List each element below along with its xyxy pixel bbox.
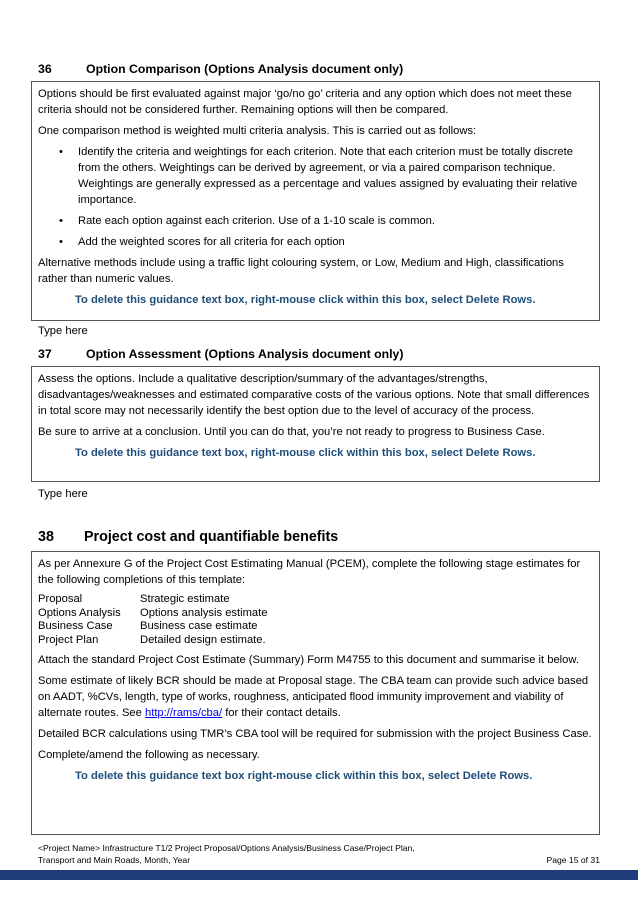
section-37-type-here[interactable]: Type here bbox=[38, 488, 88, 500]
section-38-number: 38 bbox=[38, 529, 54, 545]
page-footer bbox=[38, 842, 600, 866]
section-36-paragraph-2: One comparison method is weighted multi criteria analysis. This is carried out as follows: bbox=[38, 125, 477, 137]
list-item: Business Case Business case estimate bbox=[38, 620, 258, 632]
list-item: Options Analysis Options analysis estimate bbox=[38, 606, 268, 619]
section-38-guidance-note: To delete this guidance text box right-mouse click within this box, select Delete Rows. bbox=[75, 770, 533, 782]
section-37-number: 37 bbox=[38, 347, 52, 361]
list-item: Proposal Strategic estimate bbox=[38, 593, 230, 605]
cba-link[interactable]: http://rams/cba/ bbox=[144, 707, 223, 719]
section-37-guidance-note: To delete this guidance text box, right-mouse click within this box, select Delete Rows. bbox=[75, 447, 536, 459]
footer-bar bbox=[0, 870, 638, 880]
list-item: • Add the weighted scores for all criteria for each option bbox=[59, 236, 345, 248]
section-36-heading bbox=[38, 62, 403, 76]
list-item: • Rate each option against each criterion. Use of a 1-10 scale is common. bbox=[59, 215, 435, 227]
section-36-number: 36 bbox=[38, 62, 52, 76]
bullet-icon: • bbox=[59, 146, 63, 158]
section-36-bullet-list bbox=[38, 144, 593, 250]
section-38-heading bbox=[38, 529, 338, 545]
section-37-guidance-box[interactable] bbox=[31, 366, 600, 482]
list-item: Project Plan Detailed design estimate. bbox=[38, 633, 266, 646]
footer-line-2: Transport and Main Roads, Month, Year bbox=[38, 855, 191, 865]
list-item: • Identify the criteria and weightings for each criterion. Note that each criterion must be totally discrete from the others. Weightings can be derived by agreement, or via a paired comparison technique. Weightings are generally expressed as a percentage and values assigned by evaluating their relative importance. bbox=[59, 146, 578, 206]
section-38-paragraph-4: Detailed BCR calculations using TMR’s CBA tool will be required for submission with the project Business Case. bbox=[38, 728, 592, 740]
section-38-paragraph-5: Complete/amend the following as necessary. bbox=[38, 749, 260, 761]
section-36-type-here[interactable]: Type here bbox=[38, 325, 88, 337]
section-36-title: Option Comparison (Options Analysis document only) bbox=[86, 62, 404, 76]
section-36-guidance-note: To delete this guidance text box, right-mouse click within this box, select Delete Rows. bbox=[75, 294, 536, 306]
page-number: Page 15 of 31 bbox=[546, 855, 600, 865]
section-36-paragraph-3: Alternative methods include using a traffic light colouring system, or Low, Medium and High, classifications rather than numeric values. bbox=[38, 257, 564, 285]
section-37-paragraph-1: Assess the options. Include a qualitative description/summary of the advantages/strengths, disadvantages/weaknesses and estimated comparative costs of the various options. Note that small differences in total score may not necessarily identify the best option due to the level of accuracy of the process. bbox=[38, 373, 590, 417]
section-38-paragraph-1: As per Annexure G of the Project Cost Estimating Manual (PCEM), complete the following stage estimates for the following completions of this template: bbox=[38, 558, 581, 586]
section-37-heading bbox=[38, 347, 404, 361]
section-37-paragraph-2: Be sure to arrive at a conclusion. Until you can do that, you’re not ready to progress to Business Case. bbox=[38, 426, 545, 438]
section-38-paragraph-3: Some estimate of likely BCR should be made at Proposal stage. The CBA team can provide such advice based on AADT, %CVs, length, type of works, roughness, anticipated flood immunity improvement and viability of alternate routes. See http://rams/cba/ for their contact details. bbox=[38, 675, 589, 719]
section-36-paragraph-1: Options should be first evaluated against major ‘go/no go’ criteria and any option which does not meet these criteria should not be considered further. Remaining options will then be compared. bbox=[38, 88, 572, 116]
section-38-guidance-box[interactable] bbox=[31, 551, 600, 835]
stage-estimate-list bbox=[38, 593, 593, 647]
footer-line-1: <Project Name> Infrastructure T1/2 Project Proposal/Options Analysis/Business Case/Project Plan, bbox=[38, 843, 415, 853]
bullet-icon: • bbox=[59, 236, 63, 248]
section-38-paragraph-2: Attach the standard Project Cost Estimate (Summary) Form M4755 to this document and summarise it below. bbox=[38, 654, 579, 666]
section-36-guidance-box[interactable] bbox=[31, 81, 600, 321]
bullet-icon: • bbox=[59, 215, 63, 227]
section-38-title: Project cost and quantifiable benefits bbox=[84, 529, 339, 545]
section-37-title: Option Assessment (Options Analysis document only) bbox=[86, 347, 404, 361]
